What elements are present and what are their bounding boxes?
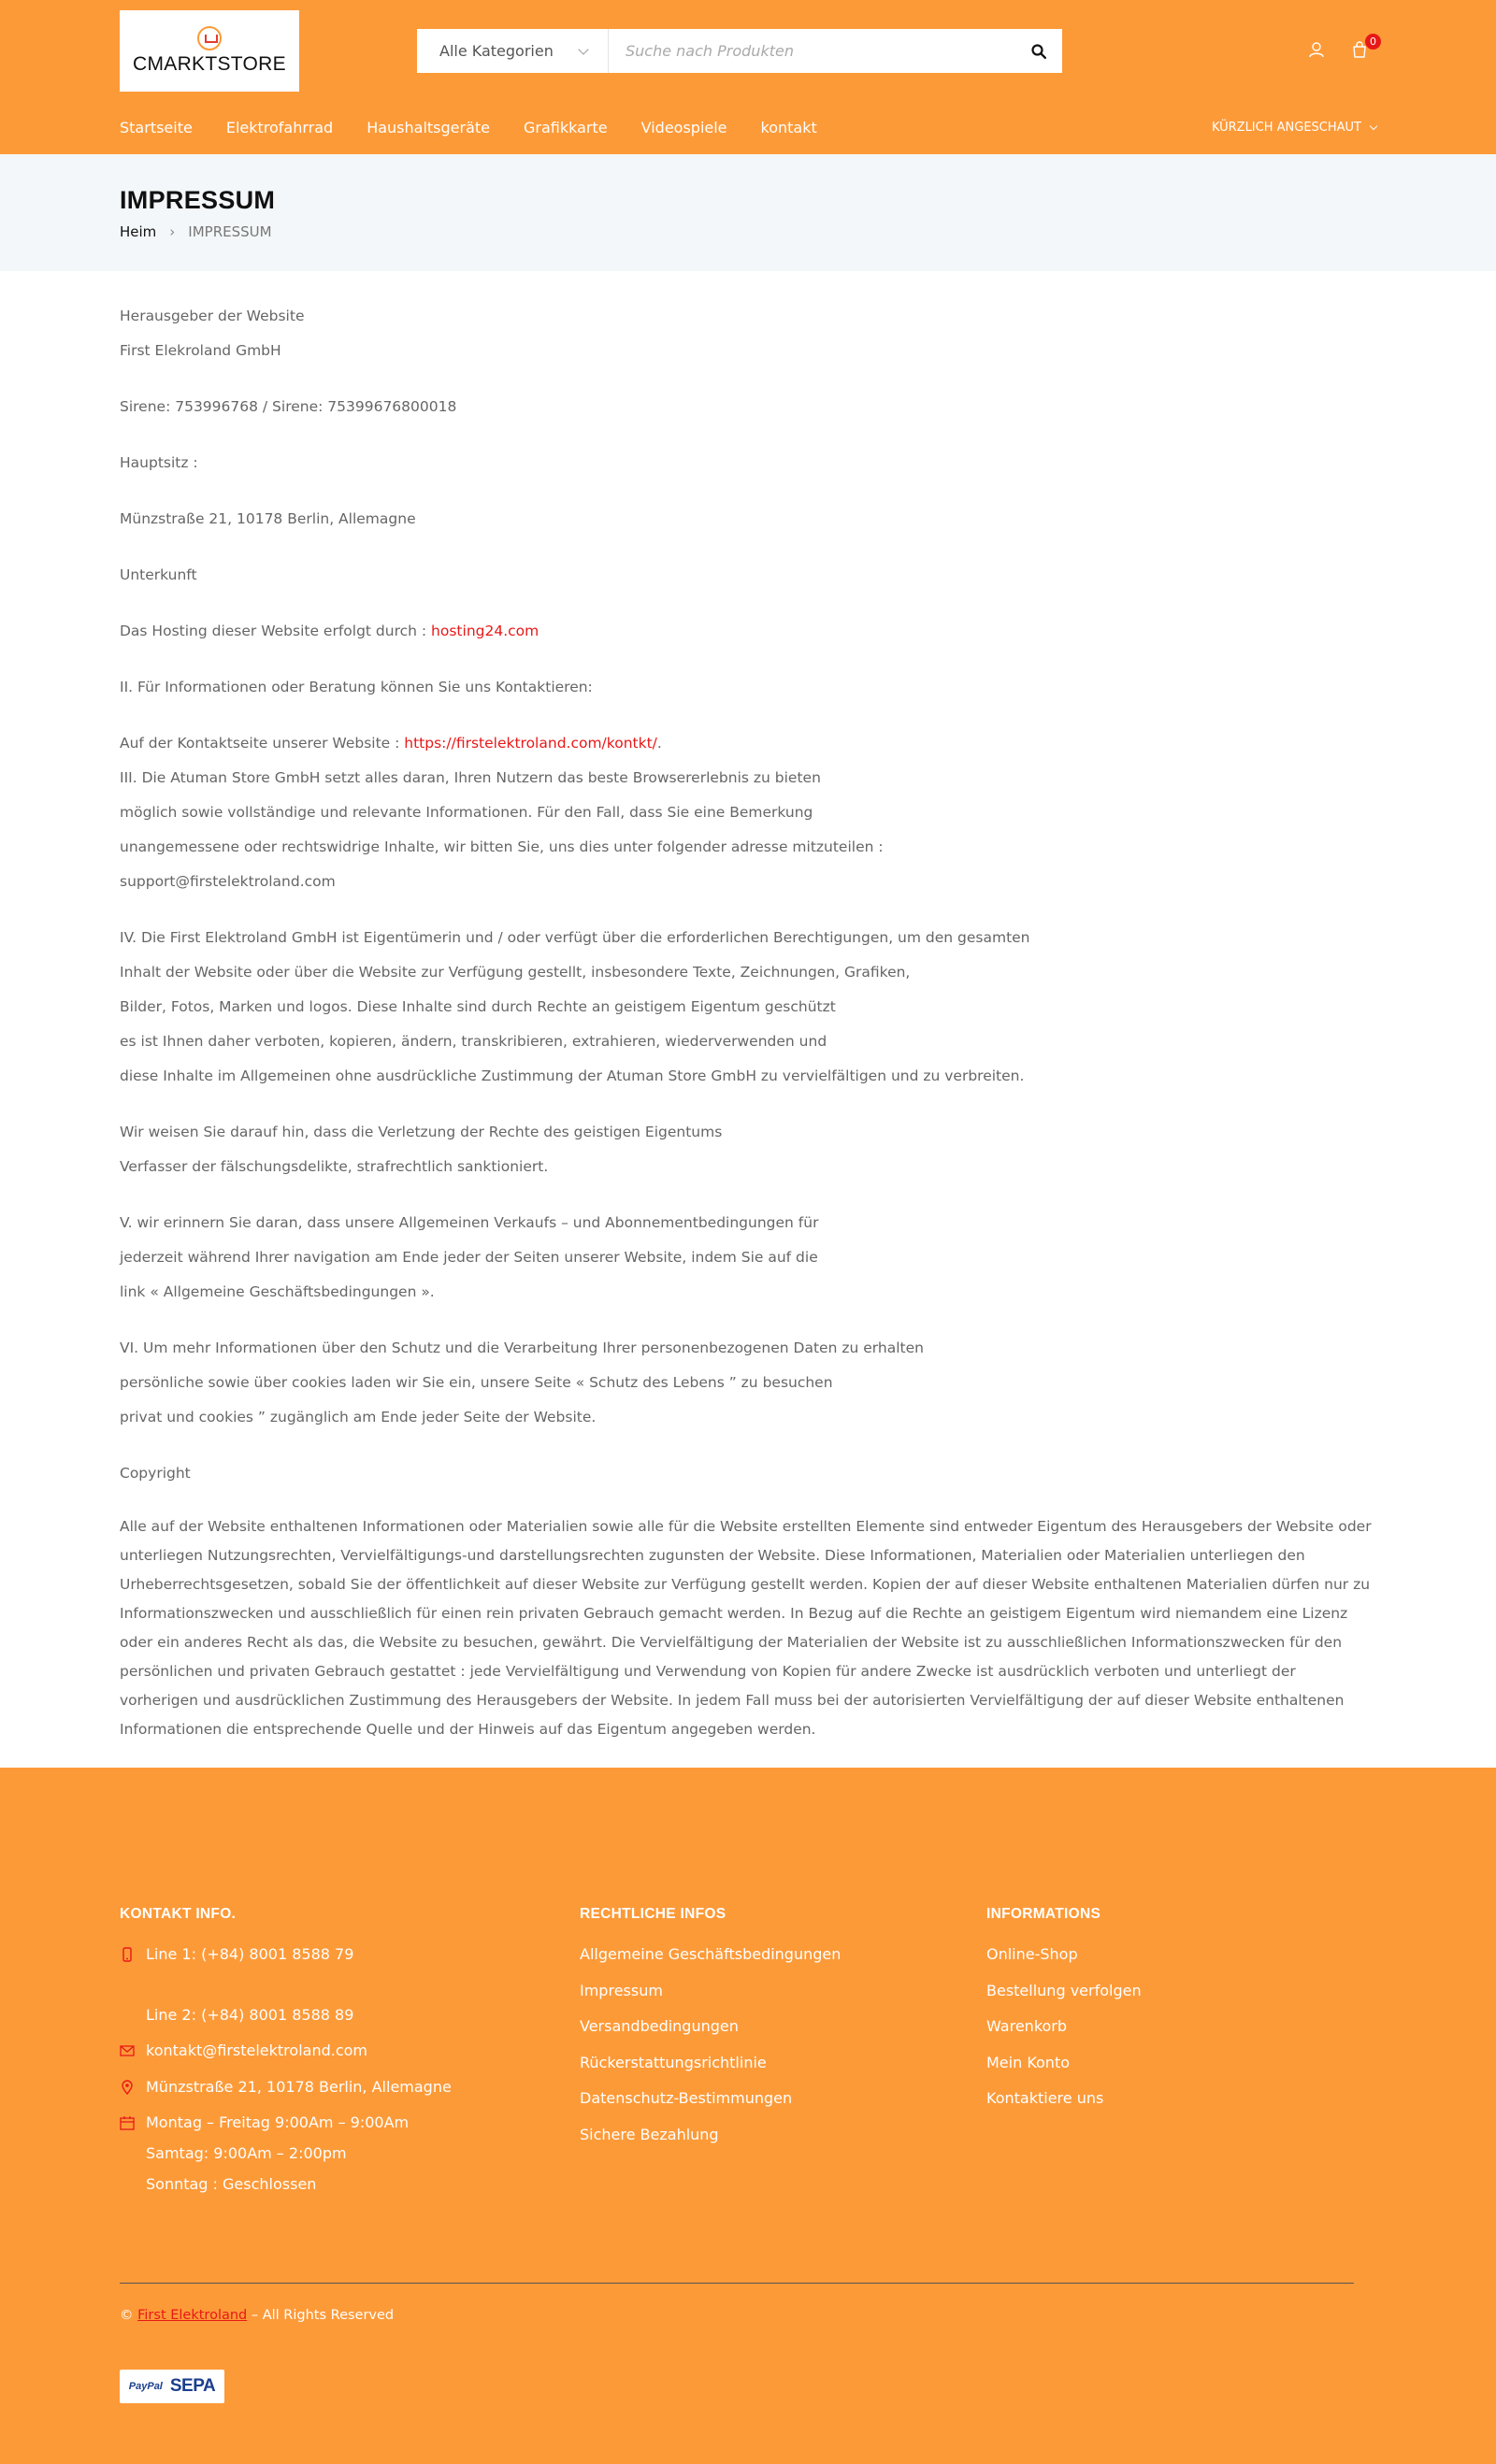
sirene-numbers: Sirene: 753996768 / Sirene: 75399676800018 [120,398,457,415]
breadcrumb [120,223,1376,240]
hosting-link[interactable]: hosting24.com [431,623,539,639]
contact-text: Auf der Kontaktseite unserer Website : [120,735,405,752]
publisher-name: First Elekroland GmbH [120,342,281,359]
chevron-down-icon [578,44,588,54]
contact-dot: . [656,735,662,752]
footer-hours [120,2113,452,2199]
hosting-text: Das Hosting dieser Website erfolgt durch : [120,623,432,639]
sepa-logo: SEPA [169,2376,216,2396]
footer-divider [120,2283,1354,2284]
section-6-line: persönliche sowie über cookies laden wir Sie ein, unsere Seite « Schutz des Lebens ” zu besuchen [120,1374,833,1391]
footer-address: Münzstraße 21, 10178 Berlin, Allemagne [120,2077,452,2113]
section-5-line: link « Allgemeine Geschäftsbedingungen ». [120,1283,435,1300]
footer-link-contact[interactable]: Kontaktiere uns [986,2089,1104,2107]
search-bar [417,29,1062,73]
mail-icon [120,2043,135,2058]
main-nav [120,119,817,136]
phone-icon [120,1947,135,1962]
site-header [0,0,1496,154]
section-4-line: diese Inhalte im Allgemeinen ohne ausdrückliche Zustimmung der Atuman Store GmbH zu vervielfältigen und zu verbreiten. [120,1067,1025,1084]
footer-link-account[interactable]: Mein Konto [986,2053,1071,2071]
footer-link-cart[interactable]: Warenkorb [986,2017,1068,2035]
nav-elektrofahrrad[interactable]: Elektrofahrrad [225,119,334,136]
hq-label: Hauptsitz : [120,454,198,471]
nav-startseite[interactable]: Startseite [120,119,193,136]
copyright-label: Copyright [120,1465,191,1482]
basket-logo-icon [197,26,222,50]
recently-viewed-label: KÜRZLICH ANGESCHAUT [1211,121,1361,135]
calendar-icon [120,2115,135,2130]
page-title: IMPRESSUM [120,186,276,214]
search-button[interactable] [1015,29,1062,73]
hours-sunday: Sonntag : Geschlossen [146,2175,317,2193]
footer-link-shop[interactable]: Online-Shop [986,1945,1078,1963]
chevron-down-icon [1370,122,1377,129]
category-select-label: Alle Kategorien [439,42,554,60]
site-logo[interactable] [120,10,299,92]
hours-saturday: Samtag: 9:00Am – 2:00pm [146,2144,347,2162]
section-6-line: VI. Um mehr Informationen über den Schutz und die Verarbeitung Ihrer personenbezogenen Daten zu erhalten [120,1339,924,1356]
contact-page-link[interactable]: https://firstelektroland.com/kontkt/ [404,735,657,752]
support-email: support@firstelektroland.com [120,873,336,890]
footer-contact-title: KONTAKT INFO. [120,1906,237,1922]
payment-methods-badge [120,2370,224,2403]
copyright-text: Alle auf der Website enthaltenen Informationen oder Materialien sowie alle für die Website erstellten Elemente sind entweder Eigentum des Herausgebers der Website oder unterliegen Nutzungsrechten, Vervielfältigungs-und darstellungsrechten zugunsten der Website. Diese Informationen, Materialien oder Materialien unterliegen den Urheberrechtsgesetzen, sobald Sie der öffentlichkeit auf dieser Website zur Verfügung gestellt werden. Kopien der auf dieser Website enthaltenen Materialien dürfen nur zu Informationszwecken und ausschließlich für einen rein privaten Gebrauch gemacht werden. In Bezug auf die Rechte an geistigem Eigentum wird niemandem eine Lizenz oder ein anderes Recht als das, die Website zu besuchen, gewährt. Die Vervielfältigung der Materialien der Website ist zu ausschließlichen Informationszwecken für den persönlichen und privaten Gebrauch gestattet : jede Vervielfältigung und Verwendung von Kopien für andere Zwecke ist ausdrücklich verboten und unterliegt der vorherigen und ausdrücklichen Zustimmung des Herausgebers der Website. In jedem Fall muss bei der autorisierten Vervielfältigung der auf dieser Website enthaltenen Informationen die entsprechende Quelle und der Hinweis auf das Eigentum angegeben werden. [120,1518,1372,1738]
section-5-line: V. wir erinnern Sie daran, dass unsere Allgemeinen Verkaufs – und Abonnementbedingungen für [120,1214,819,1231]
section-5-line: jederzeit während Ihrer navigation am Ende jeder der Seiten unserer Website, indem Sie auf die [120,1249,818,1266]
footer-link-versand[interactable]: Versandbedingungen [580,2017,739,2035]
hours-weekday: Montag – Freitag 9:00Am – 9:00Am [146,2113,410,2131]
account-button[interactable] [1307,40,1326,59]
page-title-bar [0,154,1496,271]
breadcrumb-separator: › [169,223,176,240]
category-select[interactable] [417,29,609,73]
footer-phone-1: Line 1: (+84) 8001 8588 79 [120,1944,452,1981]
search-icon [1031,44,1046,59]
footer-link-rueckerstattung[interactable]: Rückerstattungsrichtlinie [580,2053,767,2071]
section-3-line: möglich sowie vollständige und relevante Informationen. Für den Fall, dass Sie eine Bemerkung [120,804,813,821]
publisher-label: Herausgeber der Website [120,308,305,324]
breadcrumb-current: IMPRESSUM [188,223,272,240]
footer-link-bezahlung[interactable]: Sichere Bezahlung [580,2125,719,2143]
section-4-line: Inhalt der Website oder über die Website zur Verfügung gestellt, insbesondere Texte, Zeichnungen, Grafiken, [120,964,911,981]
section-3-line: III. Die Atuman Store GmbH setzt alles daran, Ihren Nutzern das beste Browsererlebnis zu bieten [120,769,821,786]
section-4-line: IV. Die First Elektroland GmbH ist Eigentümerin und / oder verfügt über die erforderlichen Berechtigungen, um den gesamten [120,929,1030,946]
user-icon [1307,40,1326,59]
nav-haushaltsgeraete[interactable]: Haushaltsgeräte [367,119,491,136]
ip-notice-line: Wir weisen Sie darauf hin, dass die Verletzung der Rechte des geistigen Eigentums [120,1124,723,1140]
site-footer [0,1768,1496,2464]
footer-phone-2: Line 2: (+84) 8001 8588 89 [146,2005,354,2024]
section-2: II. Für Informationen oder Beratung können Sie uns Kontaktieren: [120,679,593,695]
nav-grafikkarte[interactable]: Grafikkarte [524,119,608,136]
footer-info-column [986,1906,1142,2125]
logo-text: CMARKTSTORE [133,53,286,75]
hosting-line [120,614,1376,649]
nav-kontakt[interactable]: kontakt [760,119,817,136]
recently-viewed-dropdown[interactable] [1212,121,1376,135]
breadcrumb-home-link[interactable]: Heim [120,223,157,240]
footer-link-agb[interactable]: Allgemeine Geschäftsbedingungen [580,1945,842,1963]
footer-contact-column [120,1906,452,2199]
footer-legal-column [580,1906,841,2160]
ip-notice-line: Verfasser der fälschungsdelikte, strafrechtlich sanktioniert. [120,1158,549,1175]
footer-link-impressum[interactable]: Impressum [580,1981,663,1999]
footer-legal-title: RECHTLICHE INFOS [580,1906,726,1922]
nav-videospiele[interactable]: Videospiele [640,119,727,136]
hosting-label: Unterkunft [120,566,197,583]
hq-address: Münzstraße 21, 10178 Berlin, Allemagne [120,510,416,527]
section-4-line: Bilder, Fotos, Marken und logos. Diese Inhalte sind durch Rechte an geistigem Eigentum geschützt [120,998,836,1015]
search-input[interactable] [609,29,1015,73]
footer-link-track-order[interactable]: Bestellung verfolgen [986,1981,1142,1999]
section-3-line: unangemessene oder rechtswidrige Inhalte, wir bitten Sie, uns dies unter folgender adresse mitzuteilen : [120,838,884,855]
location-icon [120,2080,135,2095]
footer-info-title: INFORMATIONS [986,1906,1101,1922]
footer-copyright: © First Elektroland – All Rights Reserved [120,2308,395,2323]
footer-brand-link[interactable]: First Elektroland [137,2308,248,2323]
footer-email[interactable]: kontakt@firstelektroland.com [120,2041,452,2077]
cart-count-badge: 0 [1365,34,1381,50]
section-6-line: privat und cookies ” zugänglich am Ende jeder Seite der Website. [120,1409,597,1425]
section-4-line: es ist Ihnen daher verboten, kopieren, ändern, transkribieren, extrahieren, wiederverwenden und [120,1033,827,1050]
paypal-logo: PayPal [128,2381,163,2392]
footer-link-datenschutz[interactable]: Datenschutz-Bestimmungen [580,2089,793,2107]
contact-line [120,726,1376,761]
impressum-content [0,271,1496,1744]
